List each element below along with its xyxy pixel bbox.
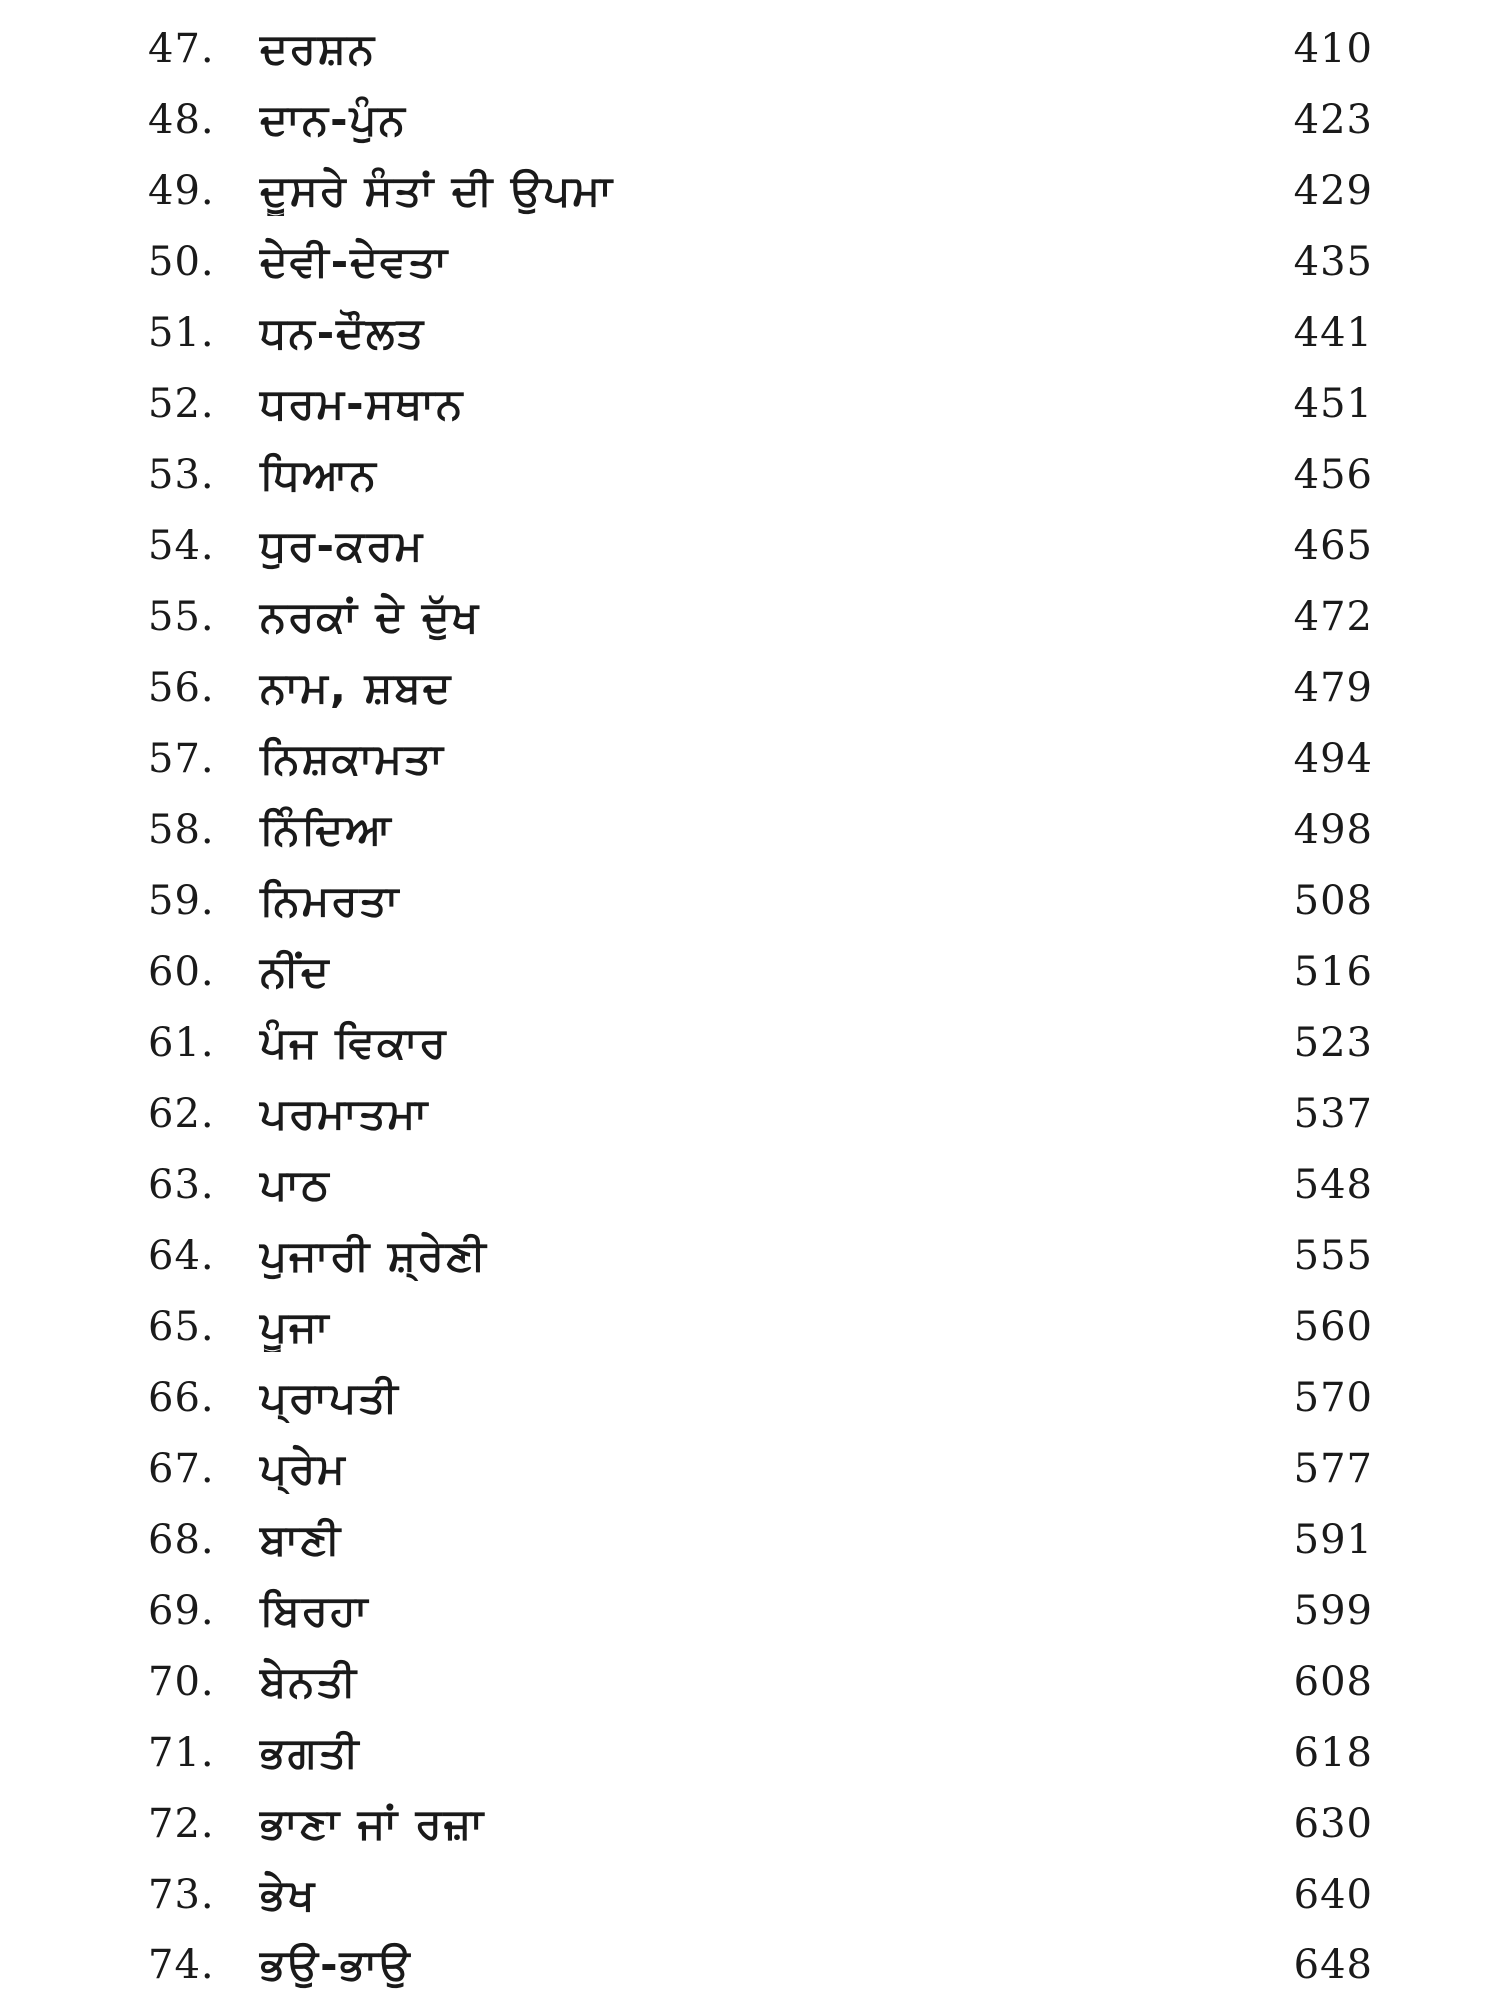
entry-number: 48. (148, 96, 215, 143)
entry-page-number: 640 (1293, 1871, 1373, 1918)
toc-entry[interactable] (148, 1717, 1373, 1788)
entry-page-number: 537 (1293, 1090, 1373, 1137)
toc-entry[interactable] (148, 13, 1373, 84)
entry-number: 67. (148, 1445, 215, 1492)
entry-title: ਪ੍ਰੇਮ (260, 1443, 347, 1493)
entry-page-number: 523 (1293, 1019, 1373, 1066)
entry-number: 49. (148, 167, 215, 214)
entry-page-number: 423 (1293, 96, 1373, 143)
entry-title: ਧਿਆਨ (260, 449, 378, 499)
entry-title: ਭਉ-ਭਾਉ (260, 1939, 412, 1989)
entry-page-number: 599 (1293, 1587, 1373, 1634)
entry-page-number: 577 (1293, 1445, 1373, 1492)
entry-title: ਭਾਣਾ ਜਾਂ ਰਜ਼ਾ (260, 1798, 486, 1848)
entry-page-number: 618 (1293, 1729, 1373, 1776)
entry-number: 53. (148, 451, 215, 498)
entry-number: 68. (148, 1516, 215, 1563)
entry-number: 58. (148, 806, 215, 853)
toc-entry[interactable] (148, 1007, 1373, 1078)
entry-title: ਭੇਖ (260, 1869, 317, 1919)
entry-page-number: 479 (1293, 664, 1373, 711)
entry-number: 54. (148, 522, 215, 569)
toc-entry[interactable] (148, 1859, 1373, 1930)
entry-title: ਨਿਸ਼ਕਾਮਤਾ (260, 733, 445, 783)
entry-number: 70. (148, 1658, 215, 1705)
toc-entry[interactable] (148, 581, 1373, 652)
entry-number: 57. (148, 735, 215, 782)
entry-title: ਨੀਂਦ (260, 946, 331, 996)
entry-page-number: 560 (1293, 1303, 1373, 1350)
entry-page-number: 451 (1293, 380, 1373, 427)
entry-number: 47. (148, 25, 215, 72)
entry-title: ਪਰਮਾਤਮਾ (260, 1088, 430, 1138)
entry-number: 61. (148, 1019, 215, 1066)
entry-page-number: 591 (1293, 1516, 1373, 1563)
entry-title: ਪ੍ਰਾਪਤੀ (260, 1372, 400, 1422)
entry-title: ਧਰਮ-ਸਥਾਨ (260, 378, 465, 428)
toc-entry[interactable] (148, 510, 1373, 581)
entry-title: ਧਨ-ਦੌਲਤ (260, 307, 426, 357)
entry-title: ਦੇਵੀ-ਦੇਵਤਾ (260, 236, 450, 286)
toc-entry[interactable] (148, 1433, 1373, 1504)
entry-page-number: 548 (1293, 1161, 1373, 1208)
entry-title: ਪਾਠ (260, 1159, 331, 1209)
entry-number: 56. (148, 664, 215, 711)
entry-title: ਦਰਸ਼ਨ (260, 23, 377, 73)
entry-number: 74. (148, 1941, 215, 1988)
toc-entry[interactable] (148, 865, 1373, 936)
entry-title: ਧੁਰ-ਕਰਮ (260, 520, 425, 570)
entry-page-number: 648 (1293, 1941, 1373, 1988)
entry-page-number: 555 (1293, 1232, 1373, 1279)
entry-number: 64. (148, 1232, 215, 1279)
entry-title: ਪੂਜਾ (260, 1301, 331, 1351)
toc-entry[interactable] (148, 439, 1373, 510)
entry-page-number: 456 (1293, 451, 1373, 498)
toc-entry[interactable] (148, 794, 1373, 865)
entry-number: 59. (148, 877, 215, 924)
entry-number: 55. (148, 593, 215, 640)
entry-page-number: 498 (1293, 806, 1373, 853)
entry-page-number: 630 (1293, 1800, 1373, 1847)
entry-number: 65. (148, 1303, 215, 1350)
toc-entry[interactable] (148, 652, 1373, 723)
entry-title: ਦੂਸਰੇ ਸੰਤਾਂ ਦੀ ਉਪਮਾ (260, 165, 614, 215)
toc-entry[interactable] (148, 1788, 1373, 1859)
toc-entry[interactable] (148, 1078, 1373, 1149)
entry-title: ਨਰਕਾਂ ਦੇ ਦੁੱਖ (260, 591, 481, 641)
toc-entry[interactable] (148, 1220, 1373, 1291)
entry-number: 73. (148, 1871, 215, 1918)
toc-entry[interactable] (148, 226, 1373, 297)
entry-number: 63. (148, 1161, 215, 1208)
toc-entry[interactable] (148, 936, 1373, 1007)
toc-entry[interactable] (148, 368, 1373, 439)
entry-number: 71. (148, 1729, 215, 1776)
toc-entry[interactable] (148, 723, 1373, 794)
entry-title: ਦਾਨ-ਪੁੰਨ (260, 94, 407, 144)
entry-page-number: 410 (1293, 25, 1373, 72)
toc-entry[interactable] (148, 155, 1373, 226)
entry-number: 52. (148, 380, 215, 427)
entry-page-number: 441 (1293, 309, 1373, 356)
entry-page-number: 435 (1293, 238, 1373, 285)
entry-number: 69. (148, 1587, 215, 1634)
entry-title: ਭਗਤੀ (260, 1727, 361, 1777)
toc-entry[interactable] (148, 297, 1373, 368)
entry-title: ਬੇਨਤੀ (260, 1656, 358, 1706)
toc-entry[interactable] (148, 1291, 1373, 1362)
toc-entry[interactable] (148, 1362, 1373, 1433)
entry-number: 62. (148, 1090, 215, 1137)
toc-entry[interactable] (148, 1929, 1373, 2000)
entry-title: ਨਾਮ, ਸ਼ਬਦ (260, 662, 453, 712)
entry-number: 51. (148, 309, 215, 356)
entry-page-number: 494 (1293, 735, 1373, 782)
entry-number: 50. (148, 238, 215, 285)
entry-title: ਪੁਜਾਰੀ ਸ਼੍ਰੇਣੀ (260, 1230, 488, 1280)
toc-entry[interactable] (148, 84, 1373, 155)
entry-title: ਬਿਰਹਾ (260, 1585, 370, 1635)
entry-number: 60. (148, 948, 215, 995)
entry-page-number: 429 (1293, 167, 1373, 214)
entry-title: ਬਾਣੀ (260, 1514, 343, 1564)
entry-title: ਨਿੰਦਿਆ (260, 804, 393, 854)
entry-title: ਨਿਮਰਤਾ (260, 875, 401, 925)
entry-number: 72. (148, 1800, 215, 1847)
toc-entry[interactable] (148, 1646, 1373, 1717)
entry-page-number: 570 (1293, 1374, 1373, 1421)
toc-entry[interactable] (148, 1504, 1373, 1575)
entry-number: 66. (148, 1374, 215, 1421)
entry-title: ਪੰਜ ਵਿਕਾਰ (260, 1017, 448, 1067)
entry-page-number: 465 (1293, 522, 1373, 569)
entry-page-number: 472 (1293, 593, 1373, 640)
entry-page-number: 608 (1293, 1658, 1373, 1705)
entry-page-number: 508 (1293, 877, 1373, 924)
toc-entry[interactable] (148, 1575, 1373, 1646)
entry-page-number: 516 (1293, 948, 1373, 995)
toc-entry[interactable] (148, 1149, 1373, 1220)
